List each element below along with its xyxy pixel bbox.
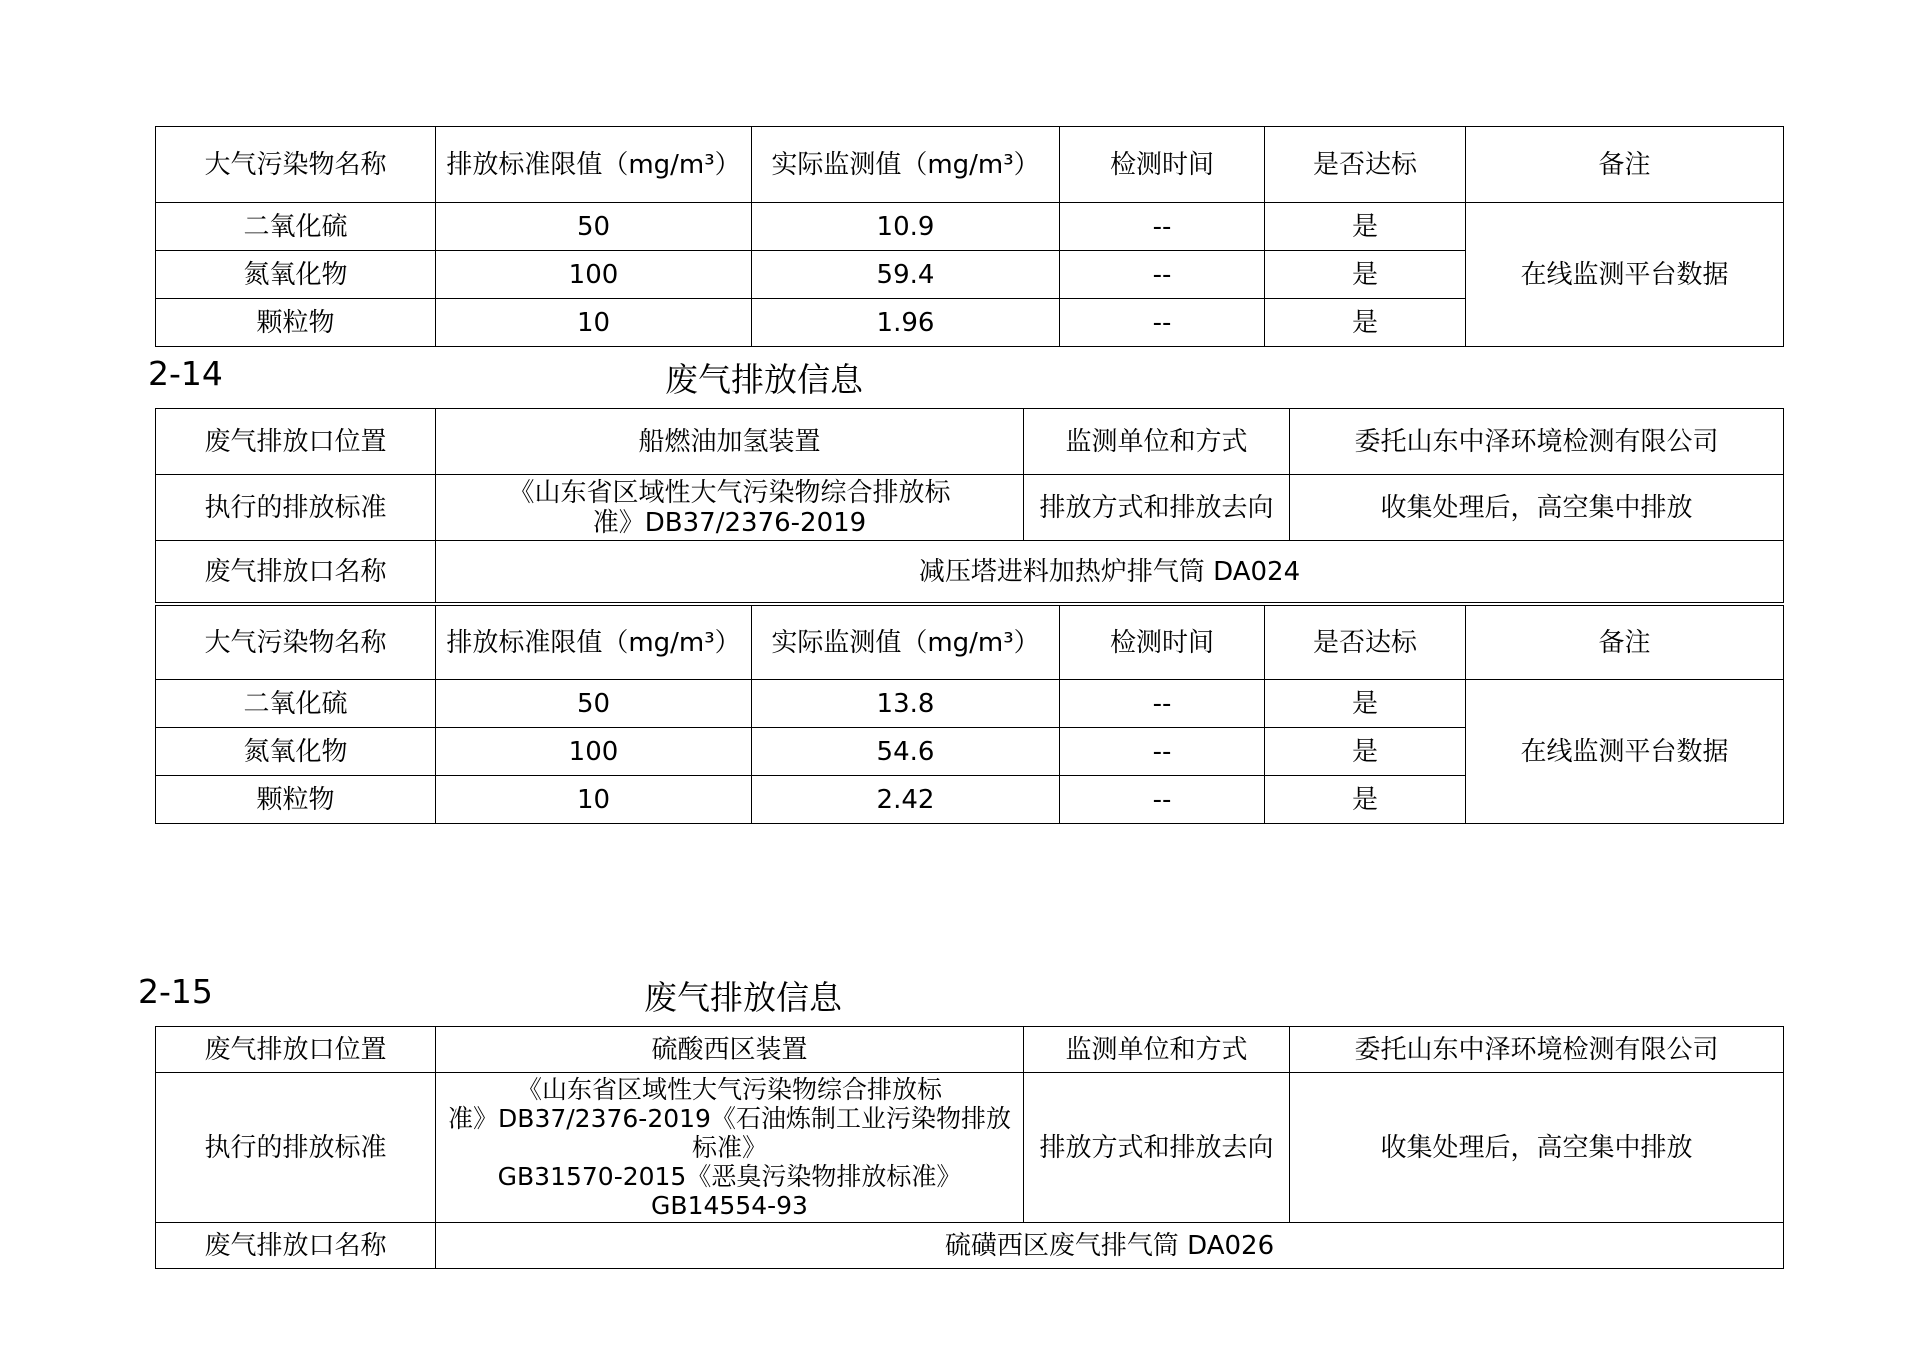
test-time: -- — [1060, 728, 1265, 776]
header-pollutant-name: 大气污染物名称 — [156, 606, 436, 680]
header-time: 检测时间 — [1060, 127, 1265, 203]
discharge-value: 收集处理后，高空集中排放 — [1290, 475, 1784, 541]
limit-value: 50 — [436, 203, 752, 251]
table-row — [156, 203, 1784, 251]
discharge-label: 排放方式和排放去向 — [1024, 1073, 1290, 1223]
header-measured: 实际监测值（mg/m³） — [752, 127, 1060, 203]
test-time: -- — [1060, 680, 1265, 728]
outlet-name-label: 废气排放口名称 — [156, 1223, 436, 1269]
outlet-location-value: 船燃油加氢装置 — [436, 409, 1024, 475]
header-compliance: 是否达标 — [1265, 127, 1466, 203]
section-title: 废气排放信息 — [665, 360, 863, 399]
outlet-location-label: 废气排放口位置 — [156, 409, 436, 475]
standard-line: 标准》 — [691, 1133, 767, 1162]
pollutant-table-1 — [155, 126, 1784, 347]
pollutant-name: 二氧化硫 — [156, 680, 436, 728]
header-measured: 实际监测值（mg/m³） — [752, 606, 1060, 680]
pollutant-name: 氮氧化物 — [156, 251, 436, 299]
compliance: 是 — [1265, 251, 1466, 299]
table-row — [156, 541, 1784, 603]
standard-line: GB14554-93 — [651, 1191, 808, 1220]
limit-value: 10 — [436, 776, 752, 824]
note-cell: 在线监测平台数据 — [1466, 203, 1784, 347]
header-note: 备注 — [1466, 606, 1784, 680]
emission-info-table-15 — [155, 1026, 1784, 1269]
header-limit: 排放标准限值（mg/m³） — [436, 606, 752, 680]
discharge-label: 排放方式和排放去向 — [1024, 475, 1290, 541]
header-limit: 排放标准限值（mg/m³） — [436, 127, 752, 203]
standard-label: 执行的排放标准 — [156, 1073, 436, 1223]
header-compliance: 是否达标 — [1265, 606, 1466, 680]
section-number: 2-15 — [138, 972, 213, 1011]
header-time: 检测时间 — [1060, 606, 1265, 680]
discharge-value: 收集处理后，高空集中排放 — [1290, 1073, 1784, 1223]
measured-value: 13.8 — [752, 680, 1060, 728]
table-row — [156, 409, 1784, 475]
outlet-location-value: 硫酸西区装置 — [436, 1027, 1024, 1073]
table-header-row — [156, 127, 1784, 203]
compliance: 是 — [1265, 776, 1466, 824]
test-time: -- — [1060, 299, 1265, 347]
compliance: 是 — [1265, 728, 1466, 776]
table-row — [156, 1027, 1784, 1073]
limit-value: 50 — [436, 680, 752, 728]
header-pollutant-name: 大气污染物名称 — [156, 127, 436, 203]
pollutant-name: 颗粒物 — [156, 776, 436, 824]
table-row — [156, 1073, 1784, 1223]
section-title: 废气排放信息 — [644, 978, 842, 1017]
table-header-row — [156, 606, 1784, 680]
test-time: -- — [1060, 203, 1265, 251]
standard-line: GB31570-2015《恶臭污染物排放标准》 — [497, 1162, 962, 1191]
pollutant-table-14 — [155, 605, 1784, 824]
table-row — [156, 475, 1784, 541]
measured-value: 54.6 — [752, 728, 1060, 776]
measured-value: 59.4 — [752, 251, 1060, 299]
standard-value — [436, 1073, 1024, 1223]
compliance: 是 — [1265, 299, 1466, 347]
measured-value: 2.42 — [752, 776, 1060, 824]
pollutant-name: 颗粒物 — [156, 299, 436, 347]
compliance: 是 — [1265, 680, 1466, 728]
note-cell: 在线监测平台数据 — [1466, 680, 1784, 824]
monitor-label: 监测单位和方式 — [1024, 409, 1290, 475]
header-note: 备注 — [1466, 127, 1784, 203]
section-number: 2-14 — [148, 354, 223, 393]
monitor-value: 委托山东中泽环境检测有限公司 — [1290, 409, 1784, 475]
test-time: -- — [1060, 776, 1265, 824]
limit-value: 10 — [436, 299, 752, 347]
outlet-name-value: 硫磺西区废气排气筒 DA026 — [436, 1223, 1784, 1269]
compliance: 是 — [1265, 203, 1466, 251]
table-row — [156, 1223, 1784, 1269]
outlet-location-label: 废气排放口位置 — [156, 1027, 436, 1073]
monitor-value: 委托山东中泽环境检测有限公司 — [1290, 1027, 1784, 1073]
monitor-label: 监测单位和方式 — [1024, 1027, 1290, 1073]
standard-line: 准》DB37/2376-2019《石油炼制工业污染物排放 — [448, 1104, 1011, 1133]
limit-value: 100 — [436, 728, 752, 776]
measured-value: 10.9 — [752, 203, 1060, 251]
outlet-name-value: 减压塔进料加热炉排气筒 DA024 — [436, 541, 1784, 603]
limit-value: 100 — [436, 251, 752, 299]
standard-value: 《山东省区域性大气污染物综合排放标准》DB37/2376-2019 — [436, 475, 1024, 541]
table-row — [156, 680, 1784, 728]
standard-label: 执行的排放标准 — [156, 475, 436, 541]
test-time: -- — [1060, 251, 1265, 299]
standard-line: 《山东省区域性大气污染物综合排放标 — [516, 1075, 942, 1104]
emission-info-table-14 — [155, 408, 1784, 603]
pollutant-name: 氮氧化物 — [156, 728, 436, 776]
outlet-name-label: 废气排放口名称 — [156, 541, 436, 603]
measured-value: 1.96 — [752, 299, 1060, 347]
pollutant-name: 二氧化硫 — [156, 203, 436, 251]
